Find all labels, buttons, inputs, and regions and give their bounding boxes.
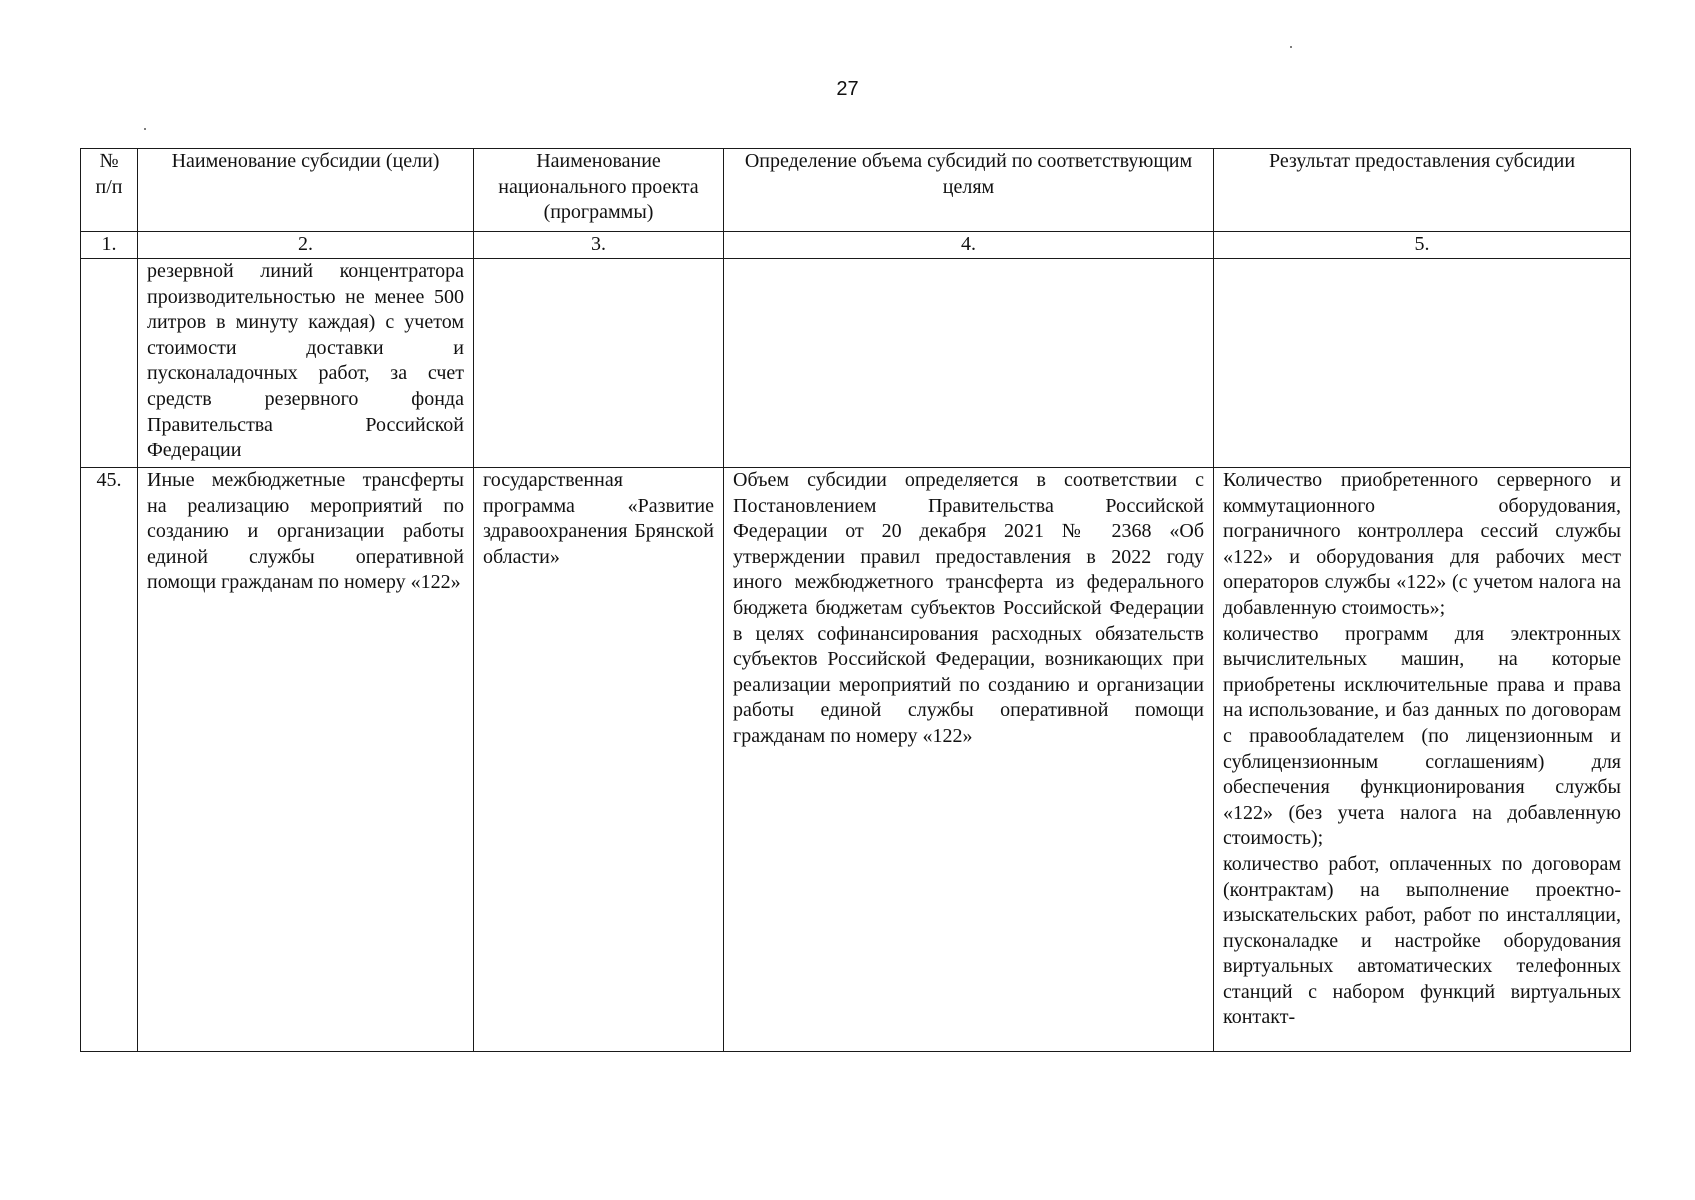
- subsidy-name-cell: резервной линий концентратора производительностью не менее 500 литров в минуту каждая) с учетом стоимости доставки и пусконаладочных работ, за счет средств резервного фонда Правительства Российской Федерации: [138, 259, 474, 468]
- result-item: Количество приобретенного серверного и коммутационного оборудования, пограничного контроллера сессий службы «122» и оборудования для рабочих мест операторов службы «122» (с учетом налога на добавленную стоимость»;: [1223, 469, 1621, 619]
- header-row: [81, 149, 1631, 232]
- header-subsidy-name: Наименование субсидии (цели): [138, 149, 474, 232]
- result-cell: [1214, 468, 1631, 1052]
- header-result: Результат предоставления субсидии: [1214, 149, 1631, 232]
- program-cell: государственная программа «Развитие здравоохранения Брянской области»: [474, 468, 724, 1052]
- header-national-project: Наименование национального проекта (программы): [474, 149, 724, 232]
- scan-speck: [144, 128, 146, 130]
- column-number: 4.: [724, 232, 1214, 259]
- subsidy-name-cell: Иные межбюджетные трансферты на реализацию мероприятий по созданию и организации работы единой службы оперативной помощи гражданам по номеру «122»: [138, 468, 474, 1052]
- header-volume-definition: Определение объема субсидий по соответствующим целям: [724, 149, 1214, 232]
- row-number: 45.: [81, 468, 138, 1052]
- column-number: 5.: [1214, 232, 1631, 259]
- column-number-row: [81, 232, 1631, 259]
- result-item: количество работ, оплаченных по договорам (контрактам) на выполнение проектно-изыскательских работ, работ по инсталляции, пусконаладке и настройке оборудования виртуальных автоматических телефонных станций с набором функций виртуальных контакт-: [1223, 852, 1621, 1029]
- row-number: [81, 259, 138, 468]
- column-number: 3.: [474, 232, 724, 259]
- result-cell: [1214, 259, 1631, 468]
- page-number: 27: [836, 78, 859, 100]
- program-cell: [474, 259, 724, 468]
- volume-cell: Объем субсидии определяется в соответствии с Постановлением Правительства Российской Федерации от 20 декабря 2021 № 2368 «Об утверждении правил предоставления в 2022 году иного межбюджетного трансферта из федерального бюджета бюджетам субъектов Российской Федерации в целях софинансирования расходных обязательств субъектов Российской Федерации, возникающих при реализации мероприятий по созданию и организации работы единой службы оперативной помощи гражданам по номеру «122»: [724, 468, 1214, 1052]
- header-number: № п/п: [81, 149, 138, 232]
- column-number: 2.: [138, 232, 474, 259]
- table-row: [81, 259, 1631, 468]
- table-row: [81, 468, 1631, 1052]
- column-number: 1.: [81, 232, 138, 259]
- volume-cell: [724, 259, 1214, 468]
- result-item: количество программ для электронных вычислительных машин, на которые приобретены исключительные права и права на использование, и баз данных по договорам с правообладателем (по лицензионным и сублицензионным соглашениям) для обеспечения функционирования службы «122» (без учета налога на добавленную стоимость);: [1223, 622, 1621, 850]
- scan-speck: [1290, 46, 1292, 48]
- subsidy-table: [80, 148, 1631, 1052]
